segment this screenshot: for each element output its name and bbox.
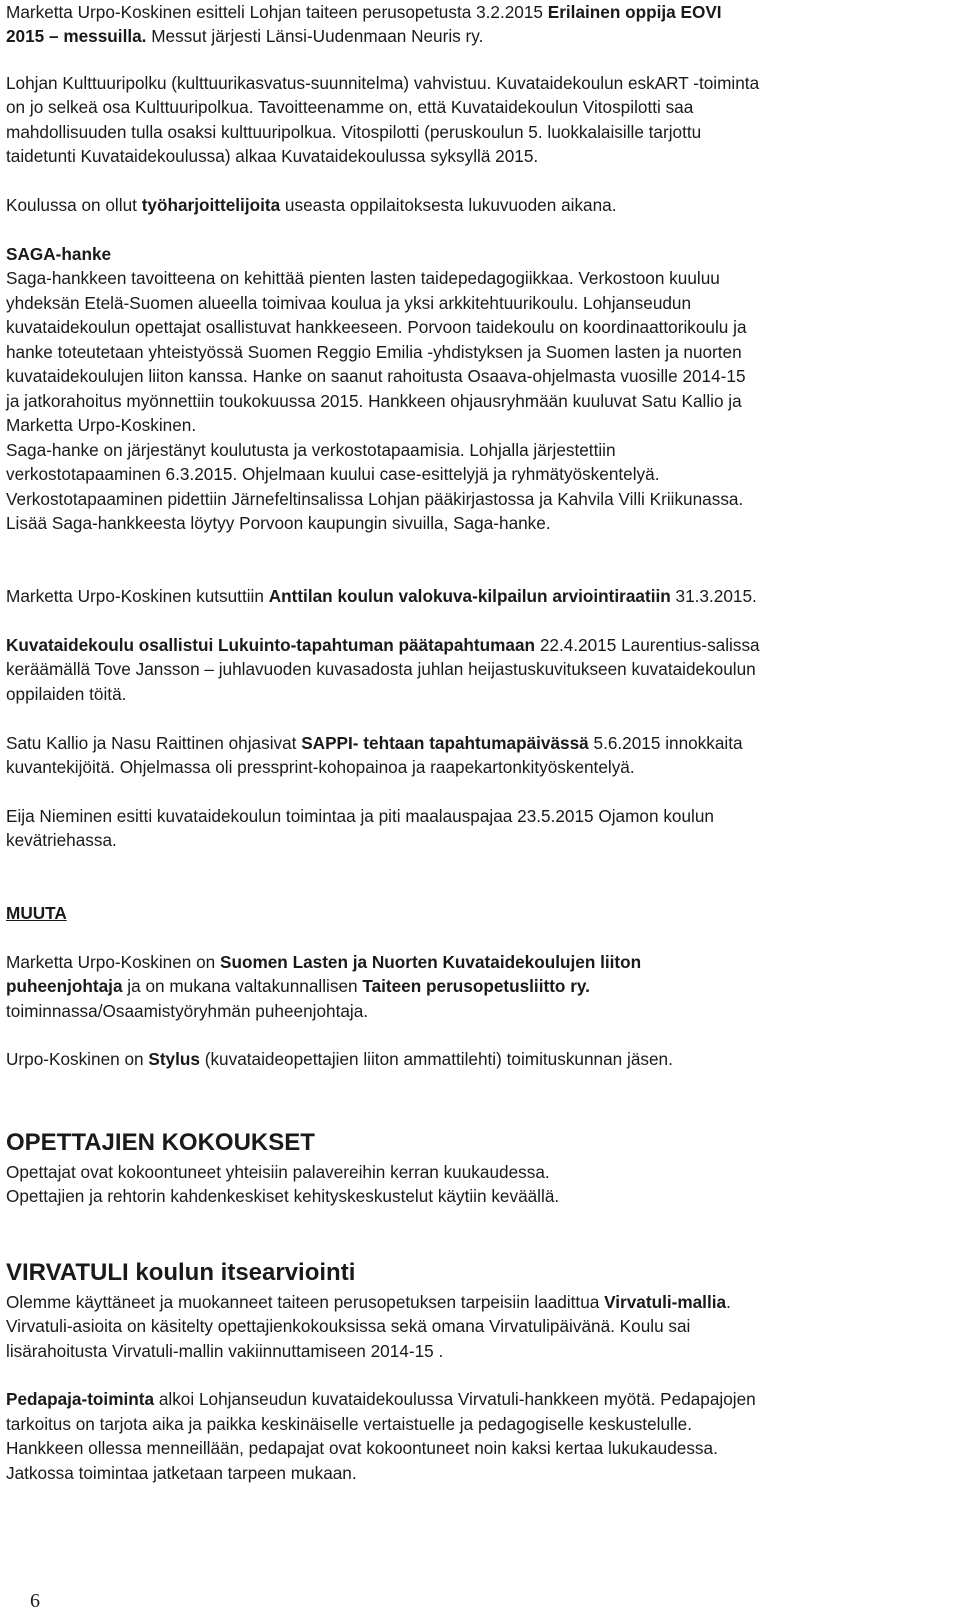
anttila-line <box>6 584 757 608</box>
saga-line: Lisää Saga-hankkeesta löytyy Porvoon kaupungin sivuilla, Saga-hanke. <box>6 513 551 533</box>
bold-term: Virvatuli-mallia <box>604 1292 727 1312</box>
text: Marketta Urpo-Koskinen on <box>6 952 220 972</box>
kulttuuripolku-line: on jo selkeä osa Kulttuuripolkua. Tavoitteenamme on, että Kuvataidekoulun Vitospilotti saa <box>6 97 694 117</box>
eovi-text: Marketta Urpo-Koskinen esitteli Lohjan taiteen perusopetusta 3.2.2015 <box>6 2 548 22</box>
sappi-line-2: kuvantekijöitä. Ohjelmassa oli pressprint-kohopainoa ja raapekartonkityöskentelyä. <box>6 757 635 777</box>
tyoharjoittelijat-line <box>6 193 617 217</box>
bold-term: SAPPI- tehtaan tapahtumapäivässä <box>301 733 589 753</box>
saga-line: Saga-hankkeen tavoitteena on kehittää pienten lasten taidepedagogiikkaa. Verkostoon kuuluu <box>6 268 720 288</box>
page-number: 6 <box>30 1590 40 1612</box>
saga-line: yhdeksän Etelä-Suomen alueella toimivaa koulua ja yksi arkkitehtuurikoulu. Lohjanseudun <box>6 293 692 313</box>
eija-line-1: Eija Nieminen esitti kuvataidekoulun toimintaa ja piti maalauspajaa 23.5.2015 Ojamon koulun <box>6 806 714 826</box>
saga-line: kuvataidekoulun opettajat osallistuvat hankkeeseen. Porvoon taidekoulu on koordinaattorikoulu ja <box>6 317 747 337</box>
saga-line: Saga-hanke on järjestänyt koulutusta ja verkostotapaamisia. Lohjalla järjestettiin <box>6 440 616 460</box>
bold-term: Suomen Lasten ja Nuorten Kuvataidekoulujen liiton <box>220 952 642 972</box>
bold-term: Anttilan koulun valokuva-kilpailun arviointiraatiin <box>268 586 671 606</box>
saga-line: hanke toteutetaan yhteistyössä Suomen Reggio Emilia -yhdistyksen ja Suomen lasten ja nuorten <box>6 342 742 362</box>
opettajien-line-1: Opettajat ovat kokoontuneet yhteisiin palavereihin kerran kuukaudessa. <box>6 1162 550 1182</box>
bold-term: puheenjohtaja <box>6 976 123 996</box>
eija-line-2: kevätriehassa. <box>6 830 117 850</box>
text: (kuvataideopettajien liiton ammattilehti) toimituskunnan jäsen. <box>199 1049 673 1069</box>
kulttuuripolku-line: mahdollisuuden tulla osaksi kulttuuripolkua. Vitospilotti (peruskoulun 5. luokkalaisille tarjottu <box>6 122 702 142</box>
text: Urpo-Koskinen on <box>6 1049 149 1069</box>
pedapaja-line-3: Hankkeen ollessa menneillään, pedapajat ovat kokoontuneet noin kaksi kertaa lukukaudessa. <box>6 1438 718 1458</box>
opettajien-line-2: Opettajien ja rehtorin kahdenkeskiset kehityskeskustelut käytiin keväällä. <box>6 1186 560 1206</box>
text: ja on mukana valtakunnallisen <box>122 976 363 996</box>
bold-term: Stylus <box>148 1049 200 1069</box>
eovi-line-2 <box>6 24 483 48</box>
text: Satu Kallio ja Nasu Raittinen ohjasivat <box>6 733 302 753</box>
eovi-line-1 <box>6 0 722 24</box>
eovi-event-name: Erilainen oppija EOVI <box>547 2 722 22</box>
muuta-heading: MUUTA <box>6 903 67 923</box>
text: 31.3.2015. <box>670 586 757 606</box>
bold-term: Pedapaja-toiminta <box>6 1389 155 1409</box>
saga-line: kuvataidekoulujen liiton kanssa. Hanke on saanut rahoitusta Osaava-ohjelmasta vuosille 2014-15 <box>6 366 746 386</box>
virvatuli-line-3: lisärahoitusta Virvatuli-mallin vakiinnuttamiseen 2014-15 . <box>6 1341 444 1361</box>
eovi-event-suffix: 2015 – messuilla. <box>6 26 147 46</box>
text: 5.6.2015 innokkaita <box>588 733 743 753</box>
pedapaja-line-1 <box>6 1387 756 1411</box>
pedapaja-line-4: Jatkossa toimintaa jatketaan tarpeen mukaan. <box>6 1463 357 1483</box>
saga-line: ja jatkorahoitus myönnettiin toukokuussa 2015. Hankkeen ohjausryhmään kuuluvat Satu Kallio ja <box>6 391 742 411</box>
saga-heading: SAGA-hanke <box>6 244 112 264</box>
pedapaja-line-2: tarkoitus on tarjota aika ja paikka keskinäiselle vertaistuelle ja pedagogiselle keskustelulle. <box>6 1414 692 1434</box>
muuta-line-3: toiminnassa/Osaamistyöryhmän puheenjohtaja. <box>6 1001 369 1021</box>
opettajien-kokoukset-heading: OPETTAJIEN KOKOUKSET <box>6 1129 315 1156</box>
bold-term: työharjoittelijoita <box>141 195 281 215</box>
lukuinto-line-3: oppilaiden töitä. <box>6 684 127 704</box>
virvatuli-heading: VIRVATULI koulun itsearviointi <box>6 1259 356 1286</box>
lukuinto-line-2: keräämällä Tove Jansson – juhlavuoden kuvasadosta juhlan heijastuskuvitukseen kuvataidekoulun <box>6 659 756 679</box>
saga-line: verkostotapaaminen 6.3.2015. Ohjelmaan kuului case-esittelyjä ja ryhmätyöskentelyä. <box>6 464 660 484</box>
text: . <box>726 1292 731 1312</box>
muuta-line-1 <box>6 950 641 974</box>
text: Olemme käyttäneet ja muokanneet taiteen perusopetuksen tarpeisiin laadittua <box>6 1292 605 1312</box>
text: 22.4.2015 Laurentius-salissa <box>535 635 760 655</box>
kulttuuripolku-line: taidetunti Kuvataidekoulussa) alkaa Kuvataidekoulussa syksyllä 2015. <box>6 146 539 166</box>
muuta-line-2 <box>6 974 590 998</box>
text: Koulussa on ollut <box>6 195 142 215</box>
sappi-line-1 <box>6 731 743 755</box>
bold-term: Kuvataidekoulu osallistui Lukuinto-tapahtuman päätapahtumaan <box>6 635 536 655</box>
lukuinto-line-1 <box>6 633 760 657</box>
bold-term: Taiteen perusopetusliitto ry. <box>362 976 590 996</box>
saga-line: Marketta Urpo-Koskinen. <box>6 415 197 435</box>
kulttuuripolku-line: Lohjan Kulttuuripolku (kulttuurikasvatus-suunnitelma) vahvistuu. Kuvataidekoulun eskART -toiminta <box>6 73 760 93</box>
eovi-organizer: Messut järjesti Länsi-Uudenmaan Neuris ry. <box>146 26 484 46</box>
text: useasta oppilaitoksesta lukuvuoden aikana. <box>280 195 617 215</box>
text: Marketta Urpo-Koskinen kutsuttiin <box>6 586 269 606</box>
text: alkoi Lohjanseudun kuvataidekoulussa Virvatuli-hankkeen myötä. Pedapajojen <box>154 1389 756 1409</box>
stylus-line <box>6 1047 673 1071</box>
saga-line: Verkostotapaaminen pidettiin Järnefeltinsalissa Lohjan pääkirjastossa ja Kahvila Villi Kriikunassa. <box>6 489 744 509</box>
virvatuli-line-2: Virvatuli-asioita on käsitelty opettajienkokouksissa sekä omana Virvatulipäivänä. Koulu sai <box>6 1316 691 1336</box>
virvatuli-line-1 <box>6 1290 731 1314</box>
